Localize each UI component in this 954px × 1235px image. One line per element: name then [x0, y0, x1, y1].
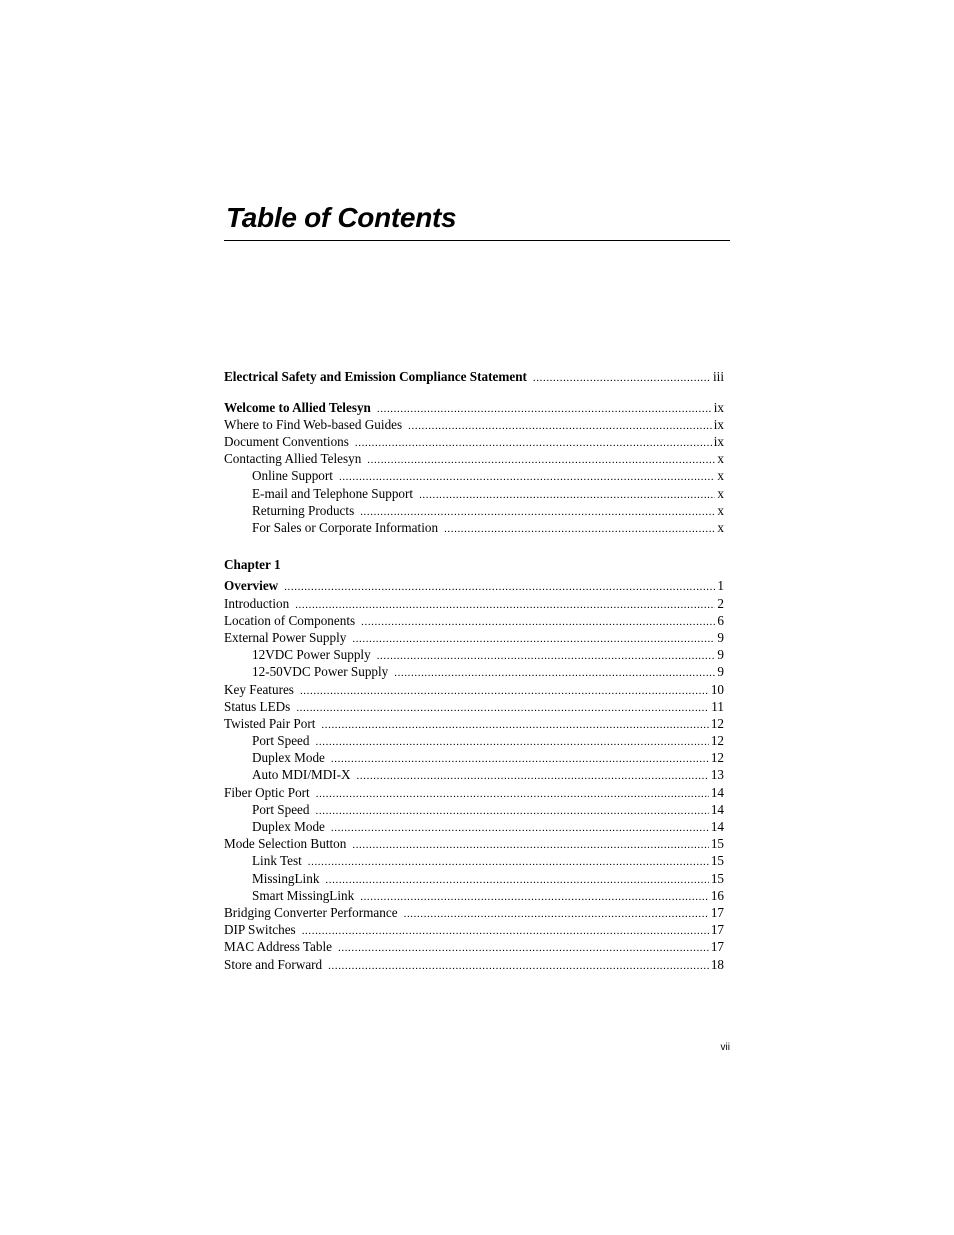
front-matter-list	[224, 368, 724, 536]
toc-entry-page: ix	[713, 399, 724, 415]
toc-entry-page: 14	[710, 801, 724, 817]
toc-entry-page: 2	[717, 595, 724, 611]
toc-entry[interactable]	[224, 956, 724, 973]
toc-entry[interactable]	[224, 938, 724, 955]
toc-entry[interactable]	[224, 646, 724, 663]
toc-entry[interactable]	[224, 450, 724, 467]
toc-entry-page: 13	[710, 767, 724, 783]
toc-entry[interactable]	[224, 368, 724, 385]
toc-entry-label: Port Speed	[252, 801, 310, 817]
toc-entry-page: 15	[710, 836, 724, 852]
toc-entry-page: 16	[710, 887, 724, 903]
chapter-label: Chapter 1	[224, 557, 281, 573]
toc-entry-page: 15	[710, 870, 724, 886]
toc-entry-label: 12VDC Power Supply	[252, 647, 371, 663]
toc-entry-label: Document Conventions	[224, 434, 349, 450]
table-of-contents	[224, 368, 724, 973]
toc-entry-label: For Sales or Corporate Information	[252, 520, 439, 535]
toc-entry[interactable]	[224, 766, 724, 783]
toc-entry-label: Smart MissingLink	[252, 887, 355, 903]
toc-entry-label: Overview	[224, 578, 279, 594]
toc-entry-page: x	[717, 520, 724, 535]
toc-entry[interactable]	[224, 852, 724, 869]
toc-entry-label: Store and Forward	[224, 956, 323, 972]
toc-entry[interactable]	[224, 663, 724, 680]
toc-entry-label: Online Support	[252, 468, 333, 484]
toc-entry-page: 11	[711, 698, 724, 714]
toc-entry-label: Contacting Allied Telesyn	[224, 451, 362, 467]
toc-entry-label: 12-50VDC Power Supply	[252, 664, 389, 680]
toc-entry-page: iii	[713, 369, 724, 384]
toc-entry-page: x	[717, 485, 724, 501]
toc-entry[interactable]	[224, 629, 724, 646]
toc-entry-page: 12	[710, 715, 724, 731]
toc-entry-page: 18	[710, 956, 724, 972]
toc-entry-page: 10	[710, 681, 724, 697]
toc-entry-label: Location of Components	[224, 612, 356, 628]
page-number: vii	[720, 1042, 730, 1053]
toc-entry-label: Introduction	[224, 595, 290, 611]
toc-entry[interactable]	[224, 399, 724, 416]
toc-entry-page: x	[717, 451, 724, 467]
dot-leader	[533, 368, 711, 387]
toc-entry-label: External Power Supply	[224, 629, 347, 645]
toc-entry-page: x	[717, 468, 724, 484]
toc-entry-label: MissingLink	[252, 870, 320, 886]
toc-entry[interactable]	[224, 887, 724, 904]
toc-entry-label: Duplex Mode	[252, 819, 325, 834]
toc-entry[interactable]	[224, 749, 724, 766]
toc-entry[interactable]	[224, 698, 724, 715]
toc-entry-page: 12	[710, 750, 724, 766]
toc-entry-label: Link Test	[252, 853, 302, 869]
toc-entry-label: Duplex Mode	[252, 750, 325, 766]
toc-entry-page: 6	[717, 612, 724, 628]
toc-entry[interactable]	[224, 835, 724, 852]
toc-entry-label: Welcome to Allied Telesyn	[224, 399, 371, 415]
toc-entry[interactable]	[224, 577, 724, 594]
toc-entry[interactable]	[224, 485, 724, 502]
toc-entry-label: Bridging Converter Performance	[224, 904, 398, 920]
toc-entry[interactable]	[224, 612, 724, 629]
toc-entry-label: Fiber Optic Port	[224, 784, 310, 800]
toc-entry-label: E-mail and Telephone Support	[252, 485, 414, 501]
chapter-entry-list	[224, 577, 724, 972]
toc-entry-page: ix	[713, 434, 724, 450]
toc-entry-page: 1	[717, 578, 724, 594]
toc-entry[interactable]	[224, 784, 724, 801]
toc-entry[interactable]	[224, 818, 724, 835]
toc-entry-page: 17	[710, 939, 724, 955]
toc-entry-page: 15	[710, 853, 724, 869]
toc-entry[interactable]	[224, 715, 724, 732]
toc-entry[interactable]	[224, 921, 724, 938]
toc-entry-page: 14	[710, 784, 724, 800]
toc-entry-label: MAC Address Table	[224, 939, 332, 955]
toc-entry-label: DIP Switches	[224, 922, 296, 938]
toc-entry[interactable]	[224, 732, 724, 749]
title-rule	[224, 240, 730, 241]
toc-entry-label: Auto MDI/MDI-X	[252, 767, 351, 783]
toc-entry[interactable]	[224, 595, 724, 612]
toc-entry[interactable]	[224, 433, 724, 450]
toc-entry[interactable]	[224, 681, 724, 698]
toc-entry[interactable]	[224, 801, 724, 818]
page-title: Table of Contents	[226, 202, 457, 233]
toc-entry[interactable]	[224, 467, 724, 484]
toc-entry[interactable]	[224, 519, 724, 536]
toc-entry-label: Key Features	[224, 681, 294, 697]
toc-entry-label: Where to Find Web-based Guides	[224, 416, 403, 432]
toc-entry[interactable]	[224, 904, 724, 921]
toc-entry[interactable]	[224, 502, 724, 519]
toc-entry[interactable]	[224, 870, 724, 887]
toc-entry-page: 9	[717, 647, 724, 663]
toc-entry-page: 17	[710, 922, 724, 938]
toc-entry-label: Electrical Safety and Emission Compliance Statement	[224, 369, 527, 384]
toc-entry[interactable]	[224, 416, 724, 433]
toc-entry-page: 17	[710, 904, 724, 920]
toc-entry-page: 9	[717, 629, 724, 645]
toc-entry-label: Port Speed	[252, 733, 310, 749]
toc-entry-label: Mode Selection Button	[224, 836, 347, 852]
toc-entry-page: 12	[710, 733, 724, 749]
dot-leader	[328, 956, 709, 975]
toc-entry-page: 14	[710, 819, 724, 834]
toc-entry-label: Status LEDs	[224, 698, 291, 714]
toc-entry-label: Twisted Pair Port	[224, 715, 316, 731]
toc-entry-page: 9	[717, 664, 724, 680]
toc-entry-page: ix	[713, 416, 724, 432]
toc-entry-page: x	[717, 502, 724, 518]
dot-leader	[444, 519, 715, 538]
toc-entry-label: Returning Products	[252, 502, 355, 518]
